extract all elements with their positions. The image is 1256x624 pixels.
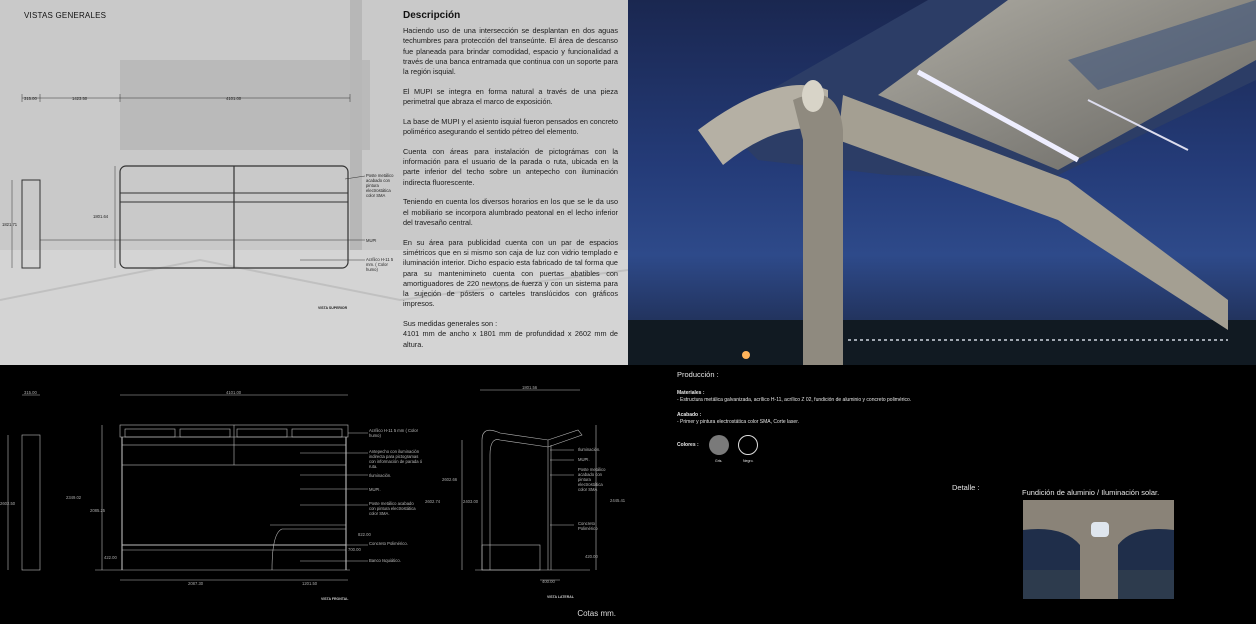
finish-text: - Primer y pintura electrostática color SMA, Corte laser. <box>677 419 799 425</box>
view-label-front: VISTA FRONTAL <box>321 597 349 601</box>
description-paragraph: Teniendo en cuenta los diversos horarios en los que se le da uso el mobiliario se incorpora alumbrado peatonal en el lecho inferior del travesaño central. <box>403 197 618 228</box>
description-paragraph: En su área para publicidad cuenta con un par de espacios simétricos que en si mismo son caja de luz con vidrio templado e iluminación interior. Dicho espacio esta fabricado de tal forma que para su mantenimineto cuenta con puertas abatibles con amortiguadores de 220 newtons de fuerza y con un sistema para la sujeción de pósters o carteles translúcidos con gráficos impresos. <box>403 237 618 309</box>
dim-label: 420.00 <box>585 554 598 559</box>
dim-label: 4101.00 <box>226 96 242 101</box>
dim-label: 2087.30 <box>188 581 204 586</box>
production-heading: Producción : <box>677 370 719 379</box>
callout-front: Poste metálico acabado con pintura electrostática color SMA. <box>369 501 416 516</box>
view-label-side: VISTA LATERAL <box>547 595 574 599</box>
dim-label: 822.00 <box>358 532 371 537</box>
page-title: VISTAS GENERALES <box>24 11 107 20</box>
dim-label: 2602.50 <box>0 501 16 506</box>
callout-front: Antepecho con iluminación indirecta para pictogramas con información de parada ó ruta. <box>369 449 423 469</box>
swatch-negro <box>738 435 758 455</box>
callout-side: Iluminación. <box>578 447 601 452</box>
detail-photo <box>1023 500 1174 599</box>
description-paragraph: El MUPI se integra en forma natural a través de una pieza perimetral que abraza el marco de exposición. <box>403 86 618 107</box>
dim-label: 1201.50 <box>302 581 318 586</box>
dim-label: 2445.41 <box>610 498 626 503</box>
dim-label: 315.00 <box>24 96 37 101</box>
dim-label: 4101.00 <box>226 390 242 395</box>
dim-label: 1801.64 <box>93 214 109 219</box>
production-panel <box>628 365 1256 624</box>
swatch-label: Negro. <box>743 459 754 463</box>
detail-caption: Fundición de aluminio / Iluminación solar. <box>1022 488 1160 497</box>
dim-label: 2602.66 <box>442 477 458 482</box>
units-note: Cotas mm. <box>577 609 616 618</box>
callout-front: Banco Isquiático. <box>369 558 401 563</box>
swatch-gris <box>709 435 729 455</box>
callout-side: Poste metálico acabado con pintura electrostática color SMA <box>578 467 606 492</box>
materials-heading: Materiales : <box>677 390 705 396</box>
dim-label: 1801.56 <box>522 385 538 390</box>
description-paragraph: Cuenta con áreas para instalación de pictográmas con la información para el usuario de la parada o ruta, ubicada en la parte inferior del techo sobre un antepecho con iluminación indirecta fluorescente. <box>403 146 618 187</box>
callout-front: MUPI. <box>369 487 381 492</box>
callout-front: Acrílico H-11 5 mm ( Color humo) <box>369 428 419 438</box>
front-and-side-views <box>0 365 628 624</box>
dim-label: 1821.71 <box>2 222 18 227</box>
view-label-top: VISTA SUPERIOR <box>318 306 348 310</box>
night-photo <box>628 0 1256 365</box>
callout-front: Iluminación. <box>369 473 392 478</box>
detail-label: Detalle : <box>952 483 980 492</box>
callout-acrilico: Acrílico H-11 5 mm. ( Color humo) <box>366 257 394 272</box>
callout-side: Concreto Polimérico <box>578 521 598 531</box>
callout-front: Concreto Polimérico. <box>369 541 408 546</box>
dim-label: 315.00 <box>24 390 37 395</box>
description-heading: Descripción <box>403 10 461 21</box>
dim-label: 1423.50 <box>72 96 88 101</box>
description-paragraph: La base de MUPI y el asiento isquial fueron pensados en concreto polimérico asegurando el sentido pétreo del elemento. <box>403 116 618 137</box>
callout-mupi: MUPI <box>366 238 377 243</box>
dim-label: 2085.25 <box>90 508 106 513</box>
callout-poste: Poste metálico acabado con pintura electrostática color SMA <box>366 173 394 198</box>
dim-label: 700.00 <box>348 547 361 552</box>
dim-label: 400.00 <box>542 579 555 584</box>
vistas-generales-panel <box>0 0 628 365</box>
dim-label: 2349.02 <box>66 495 82 500</box>
top-view-drawing <box>0 90 400 365</box>
materials-text: - Estructura metálica galvanizada, acrílico H-11, acrílico Z 02, fundición de aluminio y concreto polimérico. <box>677 397 912 403</box>
dim-label: 2403.00 <box>463 499 479 504</box>
technical-drawings <box>0 365 628 624</box>
callout-side: MUPI. <box>578 457 590 462</box>
dim-label: 422.00 <box>104 555 117 560</box>
description-paragraph: Sus medidas generales son : 4101 mm de ancho x 1801 mm de profundidad x 2602 mm de altura. <box>403 319 618 349</box>
description-body <box>403 26 618 359</box>
colors-heading: Colores : <box>677 442 699 448</box>
description-paragraph: Haciendo uso de una intersección se desplantan en dos aguas techumbres para protección del transeúnte. El área de descanso fue planeada para brindar comodidad, espacio y funcionalidad a través de una banca entramada que continua con un soporte para la región isquial. <box>403 26 618 77</box>
swatch-label: Gris. <box>715 459 723 463</box>
dim-label: 2602.74 <box>425 499 441 504</box>
finish-heading: Acabado : <box>677 412 702 418</box>
